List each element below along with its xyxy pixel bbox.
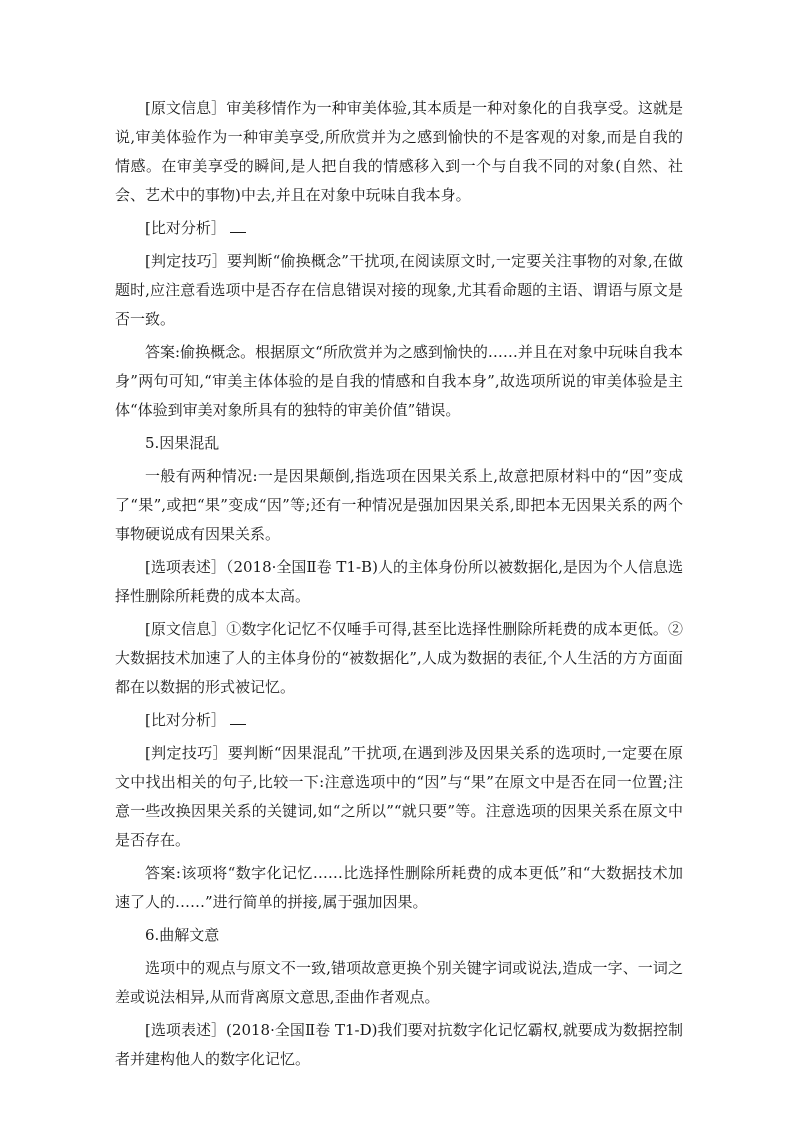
paragraph-answer-2: 答案:该项将“数字化记忆……比选择性删除所耗费的成本更低”和“大数据技术加速了人的……”进行简单的拼接,属于强加因果。 xyxy=(115,864,683,911)
section-heading-6: 6.曲解文意 xyxy=(145,926,220,944)
paragraph-cause-effect-intro: 一般有两种情况:一是因果颠倒,指选项在因果关系上,故意把原材料中的“因”变成了“果”,或把“果”变成“因”等;还有一种情况是强加因果关系,即把本无因果关系的两个事物硬说成有因果关系。 xyxy=(115,467,683,543)
answer-blank[interactable] xyxy=(230,218,246,233)
section-heading-5: 5.因果混乱 xyxy=(145,434,220,452)
paragraph-judge-tip-2: [判定技巧］要判断“因果混乱”干扰项,在遇到涉及因果关系的选项时,一定要在原文中找出相关的句子,比较一下:注意选项中的“因”与“果”在原文中是否在同一位置;注意一些改换因果关系的关键词,如“之所以”“就只要”等。注意选项的因果关系在原文中是否存在。 xyxy=(115,744,683,849)
paragraph-option-statement-1: [选项表述］（2018·全国Ⅱ卷 T1-B)人的主体身份所以被数据化,是因为个人信息选择性删除所耗费的成本太高。 xyxy=(115,558,683,605)
paragraph-answer-1: 答案:偷换概念。根据原文“所欣赏并为之感到愉快的……并且在对象中玩味自我本身”两句可知,“审美主体体验的是自我的情感和自我本身”,故选项所说的审美体验是主体“体验到审美对象所具有的独特的审美价值”错误。 xyxy=(115,343,683,419)
document-page xyxy=(115,94,683,1078)
paragraph-compare-analysis-1 xyxy=(115,214,683,243)
compare-analysis-label: [比对分析］ xyxy=(145,711,226,729)
paragraph-compare-analysis-2 xyxy=(115,706,683,735)
paragraph-judge-tip-1: [判定技巧］要判断“偷换概念”干扰项,在阅读原文时,一定要关注事物的对象,在做题时,应注意看选项中是否存在信息错误对接的现象,尤其看命题的主语、谓语与原文是否一致。 xyxy=(115,252,683,328)
answer-blank[interactable] xyxy=(230,710,246,725)
paragraph-original-info-1: [原文信息］审美移情作为一种审美体验,其本质是一种对象化的自我享受。这就是说,审美体验作为一种审美享受,所欣赏并为之感到愉快的不是客观的对象,而是自我的情感。在审美享受的瞬间,是人把自我的情感移入到一个与自我不同的对象(自然、社会、艺术中的事物)中去,并且在对象中玩味自我本身。 xyxy=(115,99,683,204)
paragraph-distortion-intro: 选项中的观点与原文不一致,错项故意更换个别关键字词或说法,造成一字、一词之差或说法相异,从而背离原文意思,歪曲作者观点。 xyxy=(115,959,683,1006)
paragraph-option-statement-2: [选项表述］(2018·全国Ⅱ卷 T1-D)我们要对抗数字化记忆霸权,就要成为数据控制者并建构他人的数字化记忆。 xyxy=(115,1021,683,1068)
compare-analysis-label: [比对分析］ xyxy=(145,219,226,237)
paragraph-original-info-2: [原文信息］①数字化记忆不仅唾手可得,甚至比选择性删除所耗费的成本更低。②大数据技术加速了人的主体身份的“被数据化”,人成为数据的表征,个人生活的方方面面都在以数据的形式被记忆。 xyxy=(115,620,683,696)
